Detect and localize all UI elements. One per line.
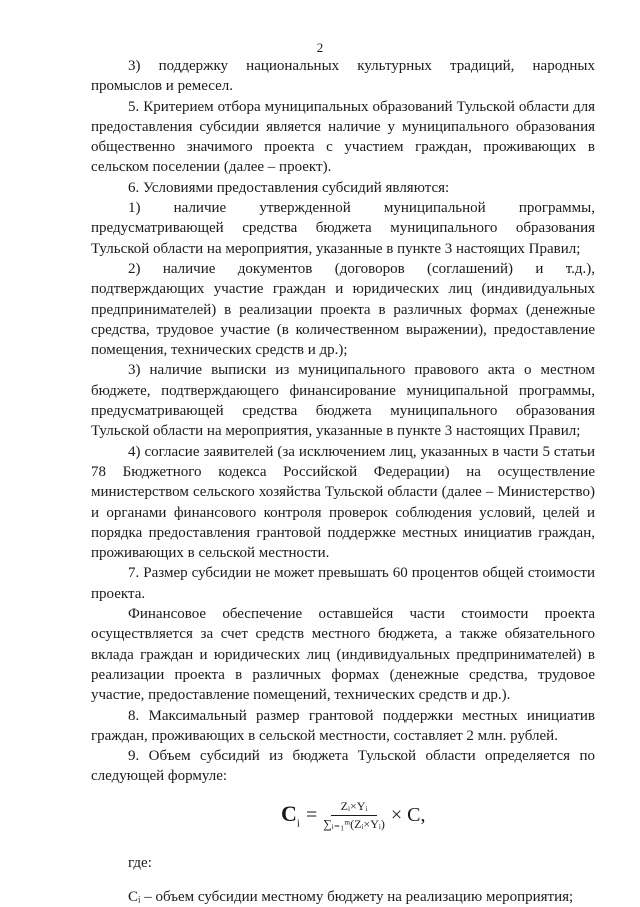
formula-fraction	[323, 799, 385, 832]
formula-denominator: ∑ᵢ₌₁ᵐ(Zᵢ×Yᵢ)	[323, 817, 385, 832]
paragraph-condition-2: 2) наличие документов (договоров (соглашений) и т.д.), подтверждающих участие граждан и юридических лиц (индивидуальных предпринимателей) в реализации проекта в различных формах (денежные средства, трудовое участие (в количественном выражении), предоставление помещения, технических средств и др.);	[91, 260, 595, 359]
paragraph-condition-4: 4) согласие заявителей (за исключением лиц, указанных в части 5 статьи 78 Бюджетного кодекса Российской Федерации) на осуществление министерством сельского хозяйства Тульской области (далее – Министерство) и органами финансового контроля проверок соблюдения условий, целей и порядка предоставления грантовой поддержке местных инициатив граждан, проживающих в сельской местности.	[91, 443, 595, 562]
page-number: 2	[316, 40, 324, 55]
subsidy-formula	[91, 789, 595, 845]
paragraph-item-6: 6. Условиями предоставления субсидий являются:	[128, 179, 450, 196]
document-body	[91, 56, 595, 907]
formula-lhs-subscript: i	[296, 817, 300, 830]
paragraph-item-5: 5. Критерием отбора муниципальных образований Тульской области для предоставления субсидии является наличие у муниципального образования общественно значимого проекта с участием граждан, проживающих в сельском поселении (далее – проект).	[91, 98, 595, 176]
paragraph-item-3: 3) поддержку национальных культурных традиций, народных промыслов и ремесел.	[91, 58, 595, 95]
paragraph-item-8: 8. Максимальный размер грантовой поддержки местных инициатив граждан, проживающих в сельской местности, составляет 2 млн. рублей.	[91, 707, 595, 744]
paragraph-financing: Финансовое обеспечение оставшейся части стоимости проекта осуществляется за счет средств местного бюджета, а также обязательного вклада граждан и юридических лиц (индивидуальных предпринимателей) в реализации проекта в различных формах (денежные средства, трудовое участие, предоставление помещений, технических средств и др.).	[91, 606, 595, 704]
formula-lhs-symbol: C	[281, 801, 297, 827]
definition-ci: Cᵢ – объем субсидии местному бюджету на реализацию мероприятия;	[128, 888, 574, 905]
paragraph-item-9: 9. Объем субсидий из бюджета Тульской области определяется по следующей формуле:	[91, 748, 595, 785]
paragraph-condition-1: 1) наличие утвержденной муниципальной программы, предусматривающей средства бюджета муниципального образования Тульской области на мероприятия, указанные в пункте 3 настоящих Правил;	[91, 200, 595, 257]
formula-tail: × C,	[390, 804, 426, 827]
paragraph-item-7: 7. Размер субсидии не может превышать 60 процентов общей стоимости проекта.	[91, 565, 595, 602]
formula-equals: =	[305, 804, 318, 827]
formula-numerator: Zᵢ×Yᵢ	[331, 799, 378, 816]
paragraph-condition-3: 3) наличие выписки из муниципального правового акта о местном бюджете, подтверждающего финансирование муниципальной программы, предусматривающей средства бюджета муниципального образования Тульской области на мероприятия, указанные в пункте 3 настоящих Правил;	[91, 362, 595, 440]
where-label: где:	[128, 854, 152, 871]
formula-lhs	[281, 801, 300, 829]
